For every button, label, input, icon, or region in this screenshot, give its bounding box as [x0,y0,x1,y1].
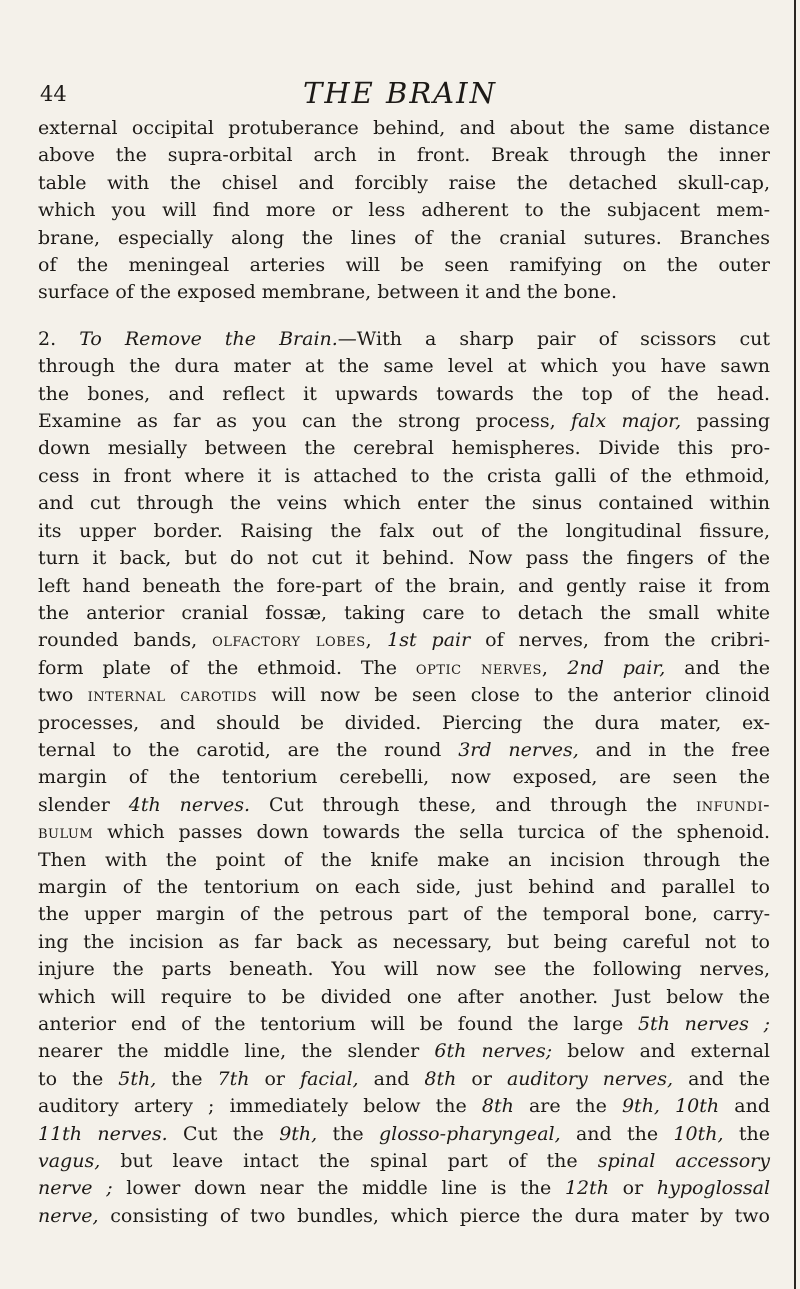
text-line [38,1121,770,1148]
text-line [38,600,770,627]
italic-term: facial, [300,1067,359,1090]
text-run: processes, and should be divided. Piercing the dura mater, ex- [38,711,770,734]
paragraph-remove-brain [38,326,770,1230]
italic-term: 8th [424,1067,457,1090]
text-line [38,326,770,353]
text-run: the [156,1067,218,1090]
text-line [38,142,770,169]
text-run: surface of the exposed membrane, between it and the bone. [38,281,618,304]
small-caps-term: internal carotids [87,684,258,707]
text-run: and the [673,1067,770,1090]
text-line [38,764,770,791]
text-run [548,657,567,679]
text-run: the [723,1122,770,1145]
text-run: and the [560,1122,674,1145]
text-run: the [317,1122,379,1145]
page-edge-line [794,0,796,1289]
text-run: cess in front where it is attached to the crista galli of the ethmoid, [38,464,770,487]
text-line [38,225,770,252]
italic-term: 7th [217,1067,250,1090]
text-line [38,252,770,279]
text-run: injure the parts beneath. You will now see the following nerves, [38,958,770,981]
italic-term: spinal accessory [597,1150,771,1173]
text-run: are the [513,1095,622,1118]
text-run: and cut through the veins which enter the sinus contained within [38,492,770,515]
text-run: left hand beneath the fore-part of the brain, and gently raise it from [38,574,770,597]
text-run: two [38,684,88,707]
text-run: which will require to be divided one after another. Just below the [38,985,770,1008]
text-line [38,1066,770,1093]
text-run: margin of the tentorium on each side, just behind and parallel to [38,875,770,898]
italic-term: 6th nerves; [434,1040,553,1063]
text-run: or [249,1067,301,1090]
italic-term: 3rd nerves, [458,738,579,761]
text-run: of the meningeal arteries will be seen ramifying on the outer [38,254,770,277]
text-run: nearer the middle line, the slender [38,1040,435,1063]
italic-term: vagus, [38,1150,101,1173]
text-line [38,353,770,380]
text-line [38,463,770,490]
italic-term: 8th [481,1095,514,1118]
text-run: passing [681,410,770,433]
text-run: —With a sharp pair of scissors cut [337,327,770,350]
text-run: Cut the [167,1122,280,1145]
text-run: and the [665,656,770,679]
text-line [38,1175,770,1202]
text-line [38,737,770,764]
italic-term: 11th nerves. [38,1122,168,1145]
text-run: ing the incision as far back as necessary, but being careful not to [38,930,770,953]
text-line [38,984,770,1011]
text-run: lower down near the middle line is the [112,1177,565,1200]
text-line [38,1148,770,1175]
text-line [38,901,770,928]
text-run: 2. [38,327,80,350]
body-text [38,115,770,1230]
text-run: which passes down towards the sella turcica of the sphenoid. [93,821,770,844]
text-run: and [719,1095,770,1118]
italic-term: 10th, [673,1122,724,1145]
page-number: 44 [40,82,67,106]
italic-term: nerve ; [38,1177,113,1200]
text-run: of nerves, from the cribri- [470,629,770,652]
text-run: turn it back, but do not cut it behind. Now pass the fingers of the [38,547,770,570]
italic-term: hypoglossal [656,1177,771,1200]
text-run: or [456,1067,507,1090]
italic-term: 12th [564,1177,610,1200]
text-line [38,710,770,737]
italic-term: 5th nerves ; [637,1013,771,1035]
italic-term: 5th, [118,1067,157,1090]
text-run: Then with the point of the knife make an incision through the [38,848,770,871]
text-run: slender [38,793,129,816]
text-run: ternal to the carotid, are the round [38,738,459,761]
italic-term: falx major, [571,410,682,433]
text-run: Examine as far as you can the strong process, [38,410,572,433]
text-line [38,518,770,545]
text-line [38,792,770,819]
text-run: above the supra-orbital arch in front. Break through the inner [38,144,770,167]
text-line [38,819,770,846]
text-line [38,197,770,224]
italic-term: To Remove the Brain. [79,327,338,350]
text-run: and in the free [578,738,771,761]
small-caps-term: olfactory lobes, [212,629,373,652]
text-line [38,682,770,709]
text-run: external occipital protuberance behind, and about the same distance [38,117,770,139]
italic-term: glosso-pharyngeal, [378,1122,561,1145]
text-run: the bones, and reflect it upwards towards the top of the head. [38,382,770,405]
small-caps-term: bulum [38,821,94,844]
paragraph-skull-cap [38,115,770,307]
text-run: or [609,1177,657,1200]
text-run: and [358,1067,425,1090]
text-run: to the [38,1067,119,1090]
italic-term: 1st pair [387,629,471,652]
text-run: its upper border. Raising the falx out of the longitudinal fissure, [38,519,770,542]
text-run: but leave intact the spinal part of the [100,1150,598,1173]
text-line [38,1093,770,1120]
text-line [38,279,770,306]
text-line [38,1038,770,1065]
text-line [38,170,770,197]
text-run: will now be seen close to the anterior clinoid [257,684,770,707]
italic-term: 9th, 10th [621,1095,720,1118]
text-run: consisting of two bundles, which pierce the dura mater by two [98,1204,770,1227]
text-run: below and external [552,1040,771,1063]
text-run: Cut through these, and through the [250,793,697,816]
text-run: which you will find more or less adherent to the subjacent mem- [38,199,770,222]
text-line [38,874,770,901]
text-line [38,490,770,517]
text-run: the anterior cranial fossæ, taking care to detach the small white [38,601,770,624]
text-line [38,956,770,983]
italic-term: auditory nerves, [506,1067,674,1090]
text-line [38,847,770,874]
text-run: through the dura mater at the same level at which you have sawn [38,355,770,378]
text-run: down mesially between the cerebral hemispheres. Divide this pro- [38,437,770,460]
italic-term: nerve, [38,1204,99,1227]
italic-term: 4th nerves. [128,793,251,816]
text-run: form plate of the ethmoid. The [38,656,416,679]
text-line [38,655,770,682]
small-caps-term: optic nerves, [415,656,549,679]
text-line [38,929,770,956]
text-line [38,381,770,408]
text-line [38,545,770,572]
text-run: anterior end of the tentorium will be found the large [38,1013,638,1035]
text-run: table with the chisel and forcibly raise the detached skull-cap, [38,171,770,194]
italic-term: 9th, [279,1122,318,1145]
text-run: the upper margin of the petrous part of the temporal bone, carry- [38,903,770,926]
text-line [38,573,770,600]
text-run: brane, especially along the lines of the cranial sutures. Branches [38,226,770,249]
text-line [38,435,770,462]
text-line [38,408,770,435]
text-line [38,115,770,142]
text-run: rounded bands, [38,629,213,652]
text-line [38,627,770,654]
text-line [38,1203,770,1230]
text-line [38,1011,770,1038]
italic-term: 2nd pair, [567,656,666,679]
text-run [372,629,387,651]
text-run: auditory artery ; immediately below the [38,1095,482,1118]
small-caps-term: infundi- [696,793,770,816]
text-run: margin of the tentorium cerebelli, now exposed, are seen the [38,766,770,789]
running-head: THE BRAIN [303,76,497,110]
